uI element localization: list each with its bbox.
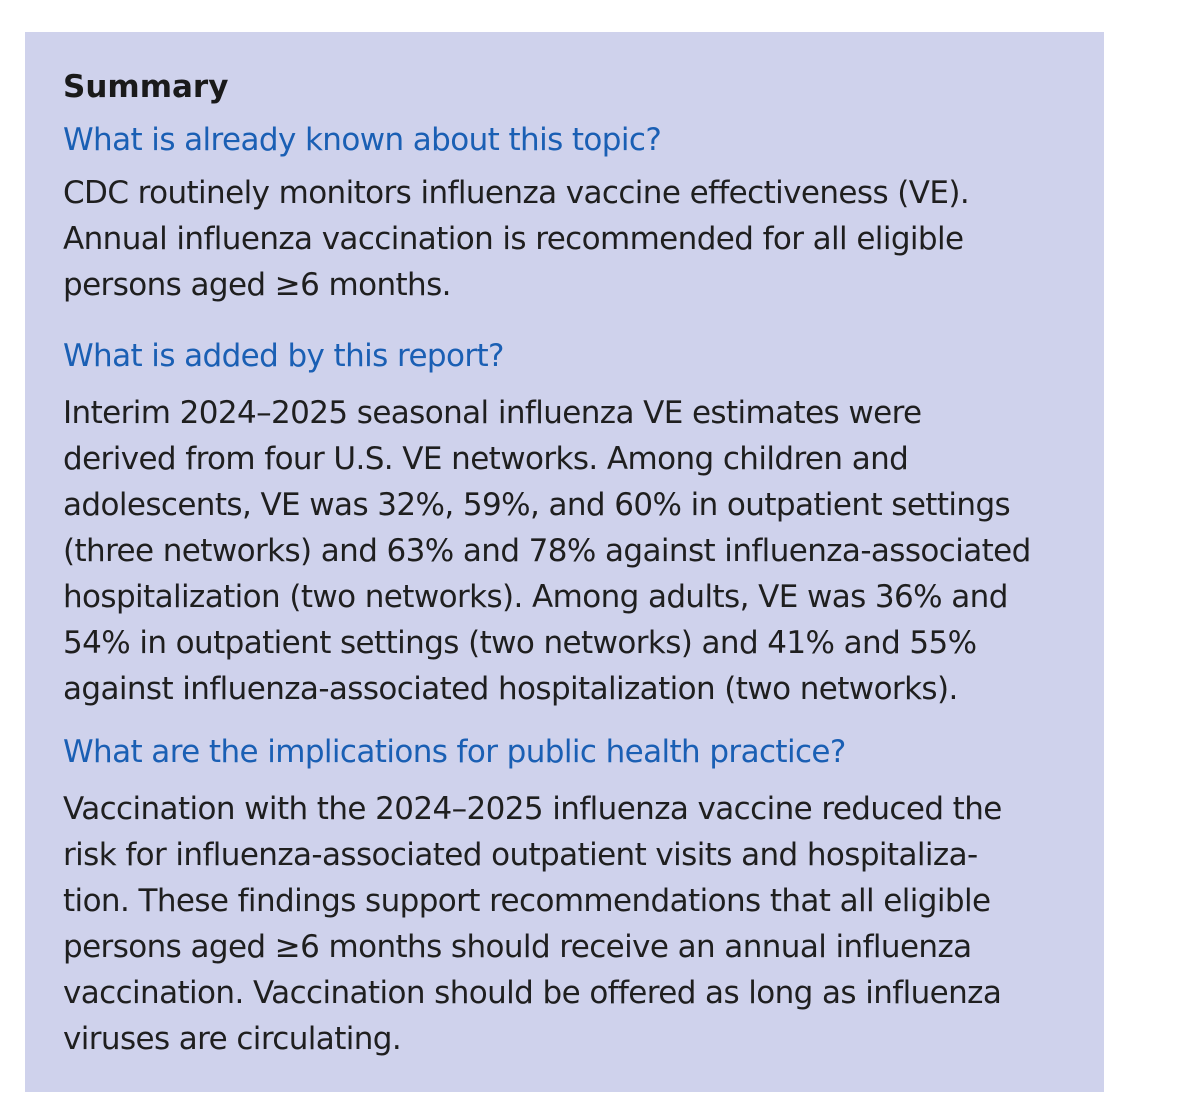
question-known: What is already known about this topic? xyxy=(63,122,662,158)
answer-line: against influenza-associated hospitalization (two networks). xyxy=(63,671,958,707)
answer-line: adolescents, VE was 32%, 59%, and 60% in outpatient settings xyxy=(63,487,1011,523)
answer-line: risk for influenza-associated outpatient visits and hospitaliza- xyxy=(63,837,978,873)
answer-line: tion. These findings support recommendations that all eligible xyxy=(63,883,991,919)
summary-box xyxy=(25,32,1104,1092)
answer-added xyxy=(63,390,1083,712)
answer-line: vaccination. Vaccination should be offered as long as influenza xyxy=(63,975,1002,1011)
answer-implications xyxy=(63,786,1083,1062)
answer-line: Vaccination with the 2024–2025 influenza vaccine reduced the xyxy=(63,791,1002,827)
answer-line: Annual influenza vaccination is recommended for all eligible xyxy=(63,221,964,257)
section-known xyxy=(63,120,1083,308)
answer-known xyxy=(63,170,1083,308)
section-implications xyxy=(63,732,1083,1062)
answer-line: persons aged ≥6 months. xyxy=(63,267,451,303)
answer-line: persons aged ≥6 months should receive an annual influenza xyxy=(63,929,972,965)
answer-line: 54% in outpatient settings (two networks) and 41% and 55% xyxy=(63,625,977,661)
answer-line: CDC routinely monitors influenza vaccine effectiveness (VE). xyxy=(63,175,970,211)
answer-line: viruses are circulating. xyxy=(63,1021,402,1057)
question-implications: What are the implications for public health practice? xyxy=(63,734,846,770)
answer-line: hospitalization (two networks). Among adults, VE was 36% and xyxy=(63,579,1008,615)
question-added: What is added by this report? xyxy=(63,338,504,374)
answer-line: Interim 2024–2025 seasonal influenza VE estimates were xyxy=(63,395,922,431)
answer-line: (three networks) and 63% and 78% against influenza-associated xyxy=(63,533,1031,569)
section-added xyxy=(63,336,1083,712)
summary-title: Summary xyxy=(63,69,229,105)
answer-line: derived from four U.S. VE networks. Among children and xyxy=(63,441,909,477)
